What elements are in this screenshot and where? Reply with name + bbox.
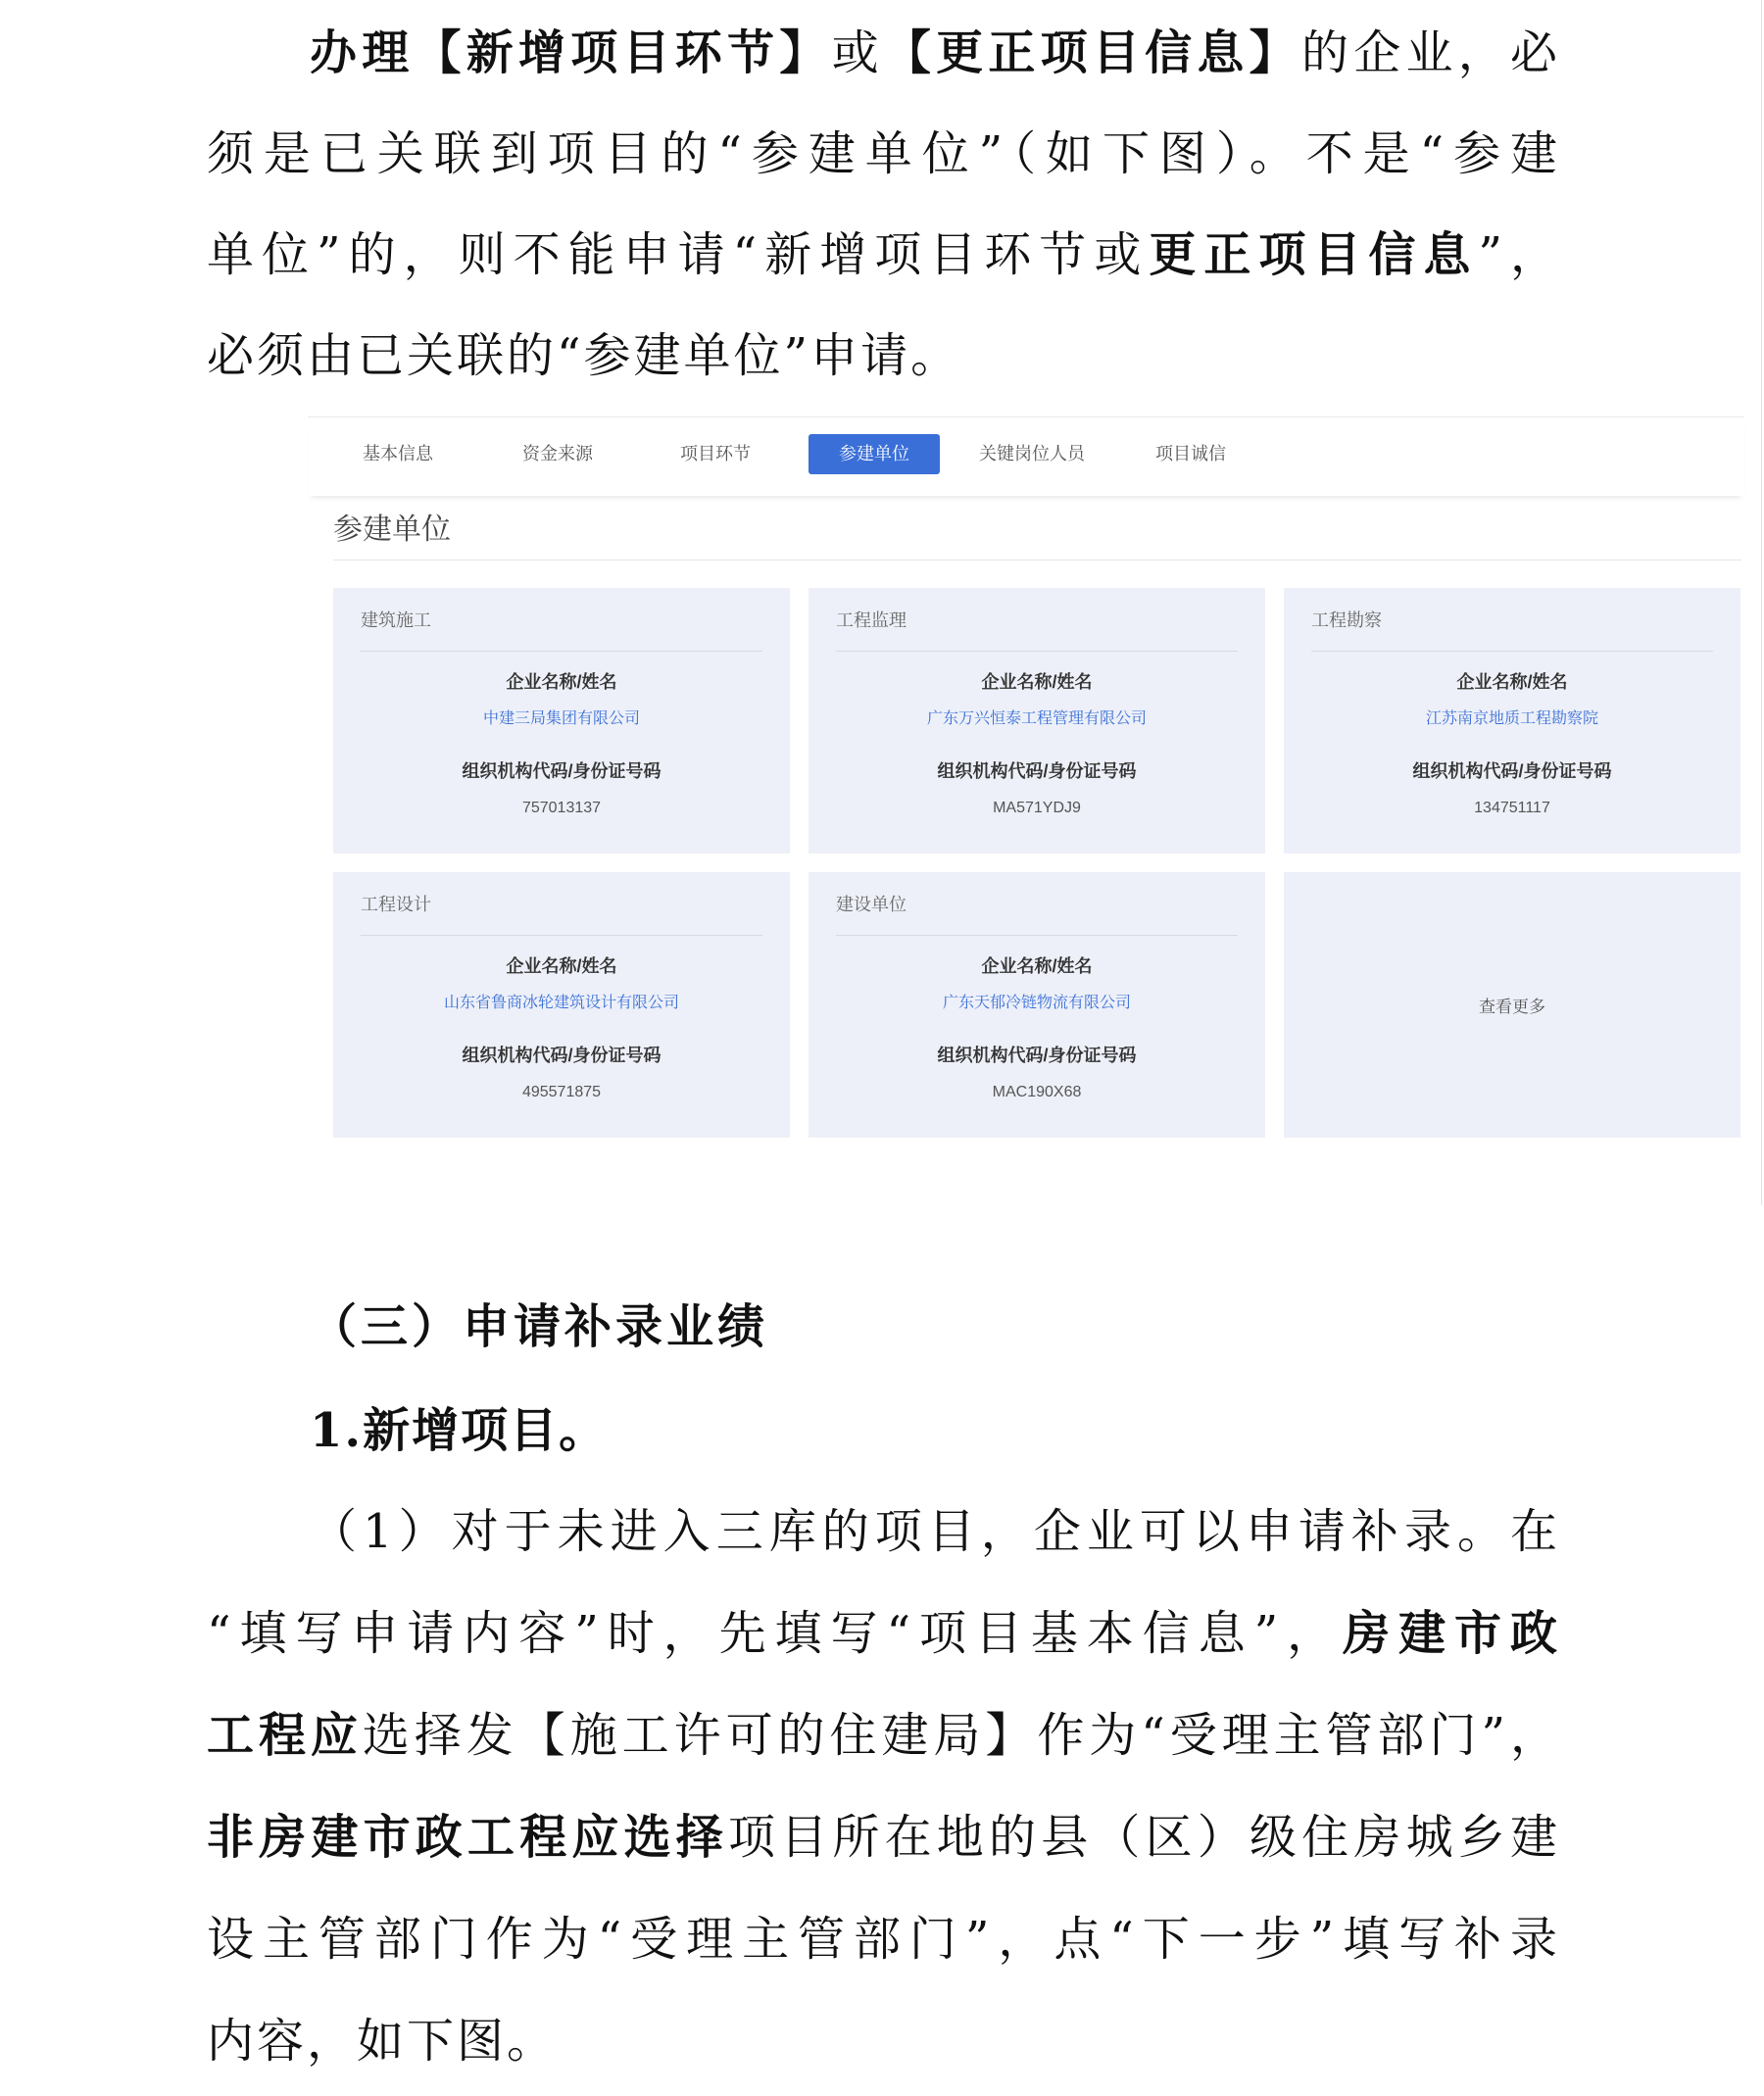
- text-line: [207, 1990, 1557, 2092]
- text-run: 选择发【施工许可的住建局】作为“受理主管部门”，: [362, 1708, 1557, 1763]
- bold-text-run: 办理【新增项目环节】: [310, 25, 832, 80]
- org-code-label: 组织机构代码/身份证号码: [937, 1046, 1137, 1065]
- tab-basic-info[interactable]: 基本信息: [363, 444, 433, 463]
- text-line: [207, 1583, 1557, 1684]
- org-code-value: MAC190X68: [992, 1084, 1082, 1100]
- tab-project-stage[interactable]: 项目环节: [680, 444, 751, 463]
- tab-project-integrity[interactable]: 项目诚信: [1155, 444, 1226, 463]
- card-supervision: [808, 588, 1265, 853]
- org-code-label: 组织机构代码/身份证号码: [1412, 761, 1612, 781]
- org-code-value: 757013137: [521, 800, 602, 816]
- company-name-link[interactable]: 江苏南京地质工程勘察院: [1425, 710, 1598, 727]
- card-construction: [333, 588, 790, 853]
- card-category: 工程监理: [836, 610, 906, 630]
- org-code-label: 组织机构代码/身份证号码: [462, 1046, 662, 1065]
- text-line: [207, 1481, 1557, 1583]
- org-code-label: 组织机构代码/身份证号码: [937, 761, 1137, 781]
- text-run: （1）对于未进入三库的项目，企业可以申请补录。在: [310, 1504, 1557, 1559]
- bold-text-run: 更正项目信息: [1149, 227, 1479, 282]
- company-name-label: 企业名称/姓名: [506, 672, 617, 692]
- text-line: [207, 1888, 1557, 1990]
- bold-text-run: 房建市政: [1343, 1606, 1557, 1661]
- card-view-more[interactable]: [1284, 872, 1740, 1138]
- company-name-link[interactable]: 中建三局集团有限公司: [482, 710, 640, 727]
- company-name-link[interactable]: 广东天郁冷链物流有限公司: [942, 995, 1131, 1011]
- section-heading: （三）申请补录业绩: [310, 1299, 769, 1354]
- view-more-link[interactable]: 查看更多: [1479, 998, 1545, 1016]
- text-run: 必须由已关联的“参建单位”申请。: [207, 328, 961, 383]
- text-line: [207, 1684, 1557, 1786]
- bold-text-run: 工程应: [207, 1708, 363, 1763]
- card-divider: [836, 651, 1238, 652]
- company-name-label: 企业名称/姓名: [1456, 672, 1568, 692]
- card-category: 工程勘察: [1311, 610, 1382, 630]
- bold-text-run: 非房建市政工程应选择: [207, 1810, 728, 1865]
- company-name-label: 企业名称/姓名: [506, 956, 617, 976]
- tab-funding-source[interactable]: 资金来源: [522, 444, 593, 463]
- text-line: [207, 3, 1557, 104]
- text-run: 内容，如下图。: [207, 2014, 558, 2069]
- text-line: [207, 205, 1557, 306]
- subsection-heading: 1.新增项目。: [310, 1403, 609, 1458]
- text-run: ”，: [1478, 227, 1557, 282]
- org-code-value: 495571875: [521, 1084, 602, 1100]
- company-name-link[interactable]: 广东万兴恒泰工程管理有限公司: [926, 710, 1147, 727]
- section-title: 参建单位: [333, 513, 451, 546]
- org-code-value: MA571YDJ9: [993, 800, 1081, 816]
- card-owner-unit: [808, 872, 1265, 1138]
- text-line: [207, 306, 1557, 407]
- text-run: “填写申请内容”时，先填写“项目基本信息”，: [207, 1606, 1344, 1661]
- bold-text-run: 【更正项目信息】: [883, 25, 1301, 80]
- intro-paragraph: [207, 3, 1557, 407]
- card-divider: [361, 935, 762, 936]
- company-name-link[interactable]: 山东省鲁商冰轮建筑设计有限公司: [443, 995, 679, 1011]
- section-3-paragraph: [207, 1481, 1557, 2092]
- tab-bar: [308, 416, 1744, 496]
- tab-participating-units[interactable]: 参建单位: [808, 434, 940, 474]
- text-run: 的企业，必: [1300, 25, 1557, 80]
- company-name-label: 企业名称/姓名: [981, 956, 1093, 976]
- org-code-label: 组织机构代码/身份证号码: [462, 761, 662, 781]
- org-code-value: 134751117: [1474, 800, 1550, 816]
- page-edge-line: [1761, 0, 1762, 1205]
- text-run: 单位”的，则不能申请“新增项目环节或: [207, 227, 1150, 282]
- card-divider: [1311, 651, 1713, 652]
- card-divider: [836, 935, 1238, 936]
- text-run: 或: [831, 25, 884, 80]
- company-name-label: 企业名称/姓名: [981, 672, 1093, 692]
- card-category: 工程设计: [361, 895, 431, 914]
- card-design: [333, 872, 790, 1138]
- card-category: 建设单位: [836, 895, 906, 914]
- text-run: 须是已关联到项目的“参建单位”（如下图）。不是“参建: [207, 126, 1557, 181]
- text-line: [207, 104, 1557, 205]
- text-run: 设主管部门作为“受理主管部门”，点“下一步”填写补录: [207, 1912, 1557, 1967]
- text-run: 项目所在地的县（区）级住房城乡建: [728, 1810, 1557, 1865]
- card-divider: [361, 651, 762, 652]
- card-survey: [1284, 588, 1740, 853]
- text-line: [207, 1786, 1557, 1888]
- tab-key-personnel[interactable]: 关键岗位人员: [979, 444, 1085, 463]
- section-divider: [333, 560, 1741, 561]
- card-category: 建筑施工: [361, 610, 431, 630]
